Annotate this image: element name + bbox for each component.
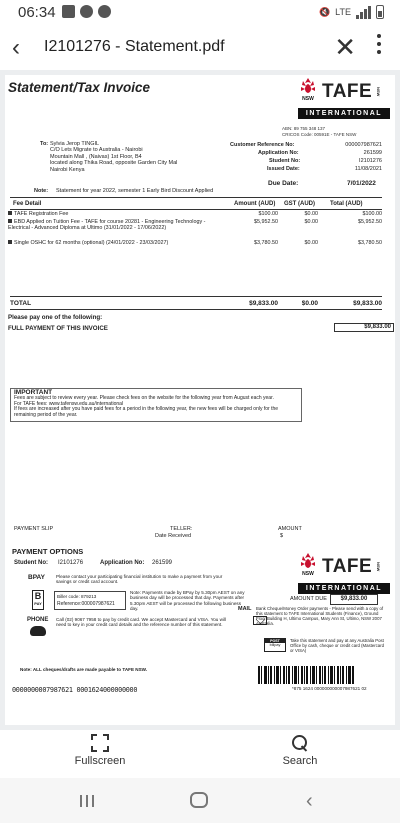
mail-label: MAIL xyxy=(238,606,252,612)
divider xyxy=(10,197,382,198)
abn-line: ABN: 89 755 348 137 xyxy=(282,126,326,131)
full-payment-label: FULL PAYMENT OF THIS INVOICE xyxy=(8,325,108,332)
document-title: I2101276 - Statement.pdf xyxy=(44,38,225,55)
divider xyxy=(10,209,382,210)
bpay-text: Please contact your participating financial institution to make a payment from your savings or credit card account. xyxy=(56,574,223,585)
statement-title: Statement/Tax Invoice xyxy=(8,80,151,95)
nav-back-icon[interactable]: ‹ xyxy=(306,790,313,812)
po-application-label: Application No: xyxy=(100,560,145,566)
battery-icon xyxy=(376,5,384,19)
home-icon[interactable] xyxy=(190,792,208,808)
address-line: Nairobi Kenya xyxy=(50,166,85,173)
phone-text: Call (02) 9067 7958 to pay by credit card. We accept Mastercard and VISA. You will need to key in your credit card details and the reference number of this statement. xyxy=(56,617,226,628)
ref-row: Application No: 261599 xyxy=(258,150,382,156)
international-banner: INTERNATIONAL xyxy=(298,108,390,119)
fee-table xyxy=(8,211,382,248)
gallery-icon xyxy=(62,5,75,18)
po-student-value: I2101276 xyxy=(58,560,84,566)
total-gst: $0.00 xyxy=(301,300,318,307)
important-line: Fees are subject to review every year. Please check fees on the website for the following year from August each year. xyxy=(14,394,274,401)
slip-dollar: $ xyxy=(280,533,284,539)
important-line: For TAFE fees: www.tafensw.edu.au/international xyxy=(14,400,124,407)
search-icon xyxy=(291,734,309,752)
reference-grid xyxy=(212,142,382,174)
bpay-label: BPAY xyxy=(28,574,45,581)
divider xyxy=(10,296,382,297)
app-bar xyxy=(0,28,400,68)
tafe-logo xyxy=(298,77,390,119)
total-label: TOTAL xyxy=(10,300,32,307)
address-line: Sylvia Jerop TINGIL xyxy=(50,141,100,147)
divider xyxy=(10,309,382,310)
important-notice xyxy=(10,388,302,422)
po-application-value: 261599 xyxy=(152,560,173,566)
mute-icon: 🔇 xyxy=(318,6,331,17)
important-line: If fees are increased after you have paid fees for a period in the following year, the new fees will be charged only for the remaining period of the year. xyxy=(14,406,279,419)
australia-post-billpay-icon: POST billpay xyxy=(264,638,286,652)
messenger-icon xyxy=(98,5,111,18)
network-type: LTE xyxy=(335,7,351,17)
signal-icon xyxy=(356,6,371,19)
bottom-toolbar xyxy=(0,730,400,778)
teller-label: TELLER: xyxy=(170,526,193,532)
important-title: IMPORTANT xyxy=(14,389,53,396)
international-banner: INTERNATIONAL xyxy=(298,583,390,594)
search-label: Search xyxy=(282,755,318,767)
table-row: TAFE Registration Fee $100.00 $0.00 $100.00 xyxy=(8,211,382,218)
biller-code: Biller code: 879213 xyxy=(57,594,97,599)
status-bar xyxy=(0,0,400,28)
system-nav-bar xyxy=(0,778,400,823)
total-total: $9,833.00 xyxy=(353,300,382,307)
fullscreen-label: Fullscreen xyxy=(74,755,126,767)
payment-slip-label: PAYMENT SLIP xyxy=(14,526,54,532)
status-time: 06:34 xyxy=(18,4,56,21)
post-text: Take this statement and pay at any Australia Post Office by cash, cheque or credit card (Mastercard or VISA) xyxy=(290,638,385,653)
pay-one-heading: Please pay one of the following: xyxy=(8,314,103,321)
recent-apps-icon[interactable] xyxy=(80,795,94,807)
slip-amount-label: AMOUNT xyxy=(278,526,302,532)
abn-block xyxy=(282,126,356,137)
col-total: Total (AUD) xyxy=(330,201,363,207)
biller-reference: Reference:000007987621 xyxy=(57,601,115,607)
nsw-waratah-icon xyxy=(298,77,318,106)
col-amount: Amount (AUD) xyxy=(234,201,276,207)
back-arrow-icon[interactable]: ‹ xyxy=(12,34,20,61)
ref-row: Customer Reference No: 000007987621 xyxy=(230,142,382,148)
address-line: C/O Lets Migrate to Australia - Nairobi xyxy=(50,147,143,154)
barcode xyxy=(258,666,382,684)
address-line: located along Thika Road, opposite Garden City Mal xyxy=(50,160,178,167)
total-amount: $9,833.00 xyxy=(249,300,278,307)
note-label: Note: xyxy=(34,188,49,194)
fullscreen-icon xyxy=(91,734,109,752)
tafe-logo-slip xyxy=(298,552,390,594)
more-options-icon[interactable] xyxy=(376,34,382,58)
mail-text: Bank Cheque/Money Order payments - Please send with a copy of this statement to TAFE International Students (Finance), Ground Floor Building H, Ultimo Campus, Mary Ann St, Ultimo, NSW 2007 Australia. xyxy=(256,606,384,626)
full-payment-value: $9,833.00 xyxy=(334,323,394,332)
note-text: Statement for year 2022, semester 1 Early Bird Discount Applied xyxy=(56,188,214,194)
bpay-icon: B PAY xyxy=(32,590,44,610)
close-icon[interactable]: ✕ xyxy=(334,32,356,62)
due-date-label: Due Date: xyxy=(268,180,299,187)
to-label: To: xyxy=(40,141,49,147)
due-date-value: 7/01/2022 xyxy=(347,180,376,187)
address-line: Mountain Mall , (Naivas) 1st Floor, B4 xyxy=(50,153,142,160)
table-row: Single OSHC for 62 months (optional) (24/01/2022 - 23/03/2027) $3,780.50 $0.00 $3,780.50 xyxy=(8,240,382,247)
svg-text:NSW: NSW xyxy=(302,571,314,576)
phone-icon xyxy=(30,626,46,636)
fee-table-header xyxy=(8,201,382,209)
notification-icons xyxy=(62,5,111,18)
mail-icon xyxy=(253,616,267,625)
col-fee-detail: Fee Detail xyxy=(13,201,42,207)
col-gst: GST (AUD) xyxy=(284,201,315,207)
svg-text:NSW: NSW xyxy=(302,96,314,101)
whatsapp-icon xyxy=(80,5,93,18)
tafe-wordmark: TAFE xyxy=(322,80,373,102)
nsw-vertical: NSW xyxy=(376,86,382,97)
bpay-note: Note: Payments made by BPay by 5.30pm AEST on any business day will be processed that day. Payments after 5.30pm AEST will be processed the following business day. xyxy=(130,590,245,612)
barcode-text: *875 1624 000000000007987621 02 xyxy=(292,686,367,691)
tafe-wordmark: TAFE xyxy=(322,555,373,577)
ref-row: Issued Date: 11/08/2021 xyxy=(267,166,382,172)
cricos-line: CRICOS Code: 00591E - TAFE NSW xyxy=(282,131,357,137)
po-student-label: Student No: xyxy=(14,560,48,566)
payment-options-title: PAYMENT OPTIONS xyxy=(12,547,84,556)
ref-row: Student No: I2101276 xyxy=(269,158,382,164)
cheques-note: Note: ALL cheques/drafts are made payable to TAFE NSW. xyxy=(20,667,148,672)
date-received-label: Date Received xyxy=(155,533,192,539)
amount-due-label: AMOUNT DUE xyxy=(290,596,327,602)
address-block xyxy=(50,141,177,173)
amount-due-value: $9,833.00 xyxy=(330,594,378,605)
search-button[interactable] xyxy=(250,734,350,767)
ocr-line: 0000000007987621 0001624000000000 xyxy=(12,686,138,694)
biller-box xyxy=(54,591,126,610)
system-icons xyxy=(319,5,384,19)
phone-label: PHONE xyxy=(27,617,49,623)
fullscreen-button[interactable] xyxy=(50,734,150,767)
nsw-waratah-icon xyxy=(298,552,318,581)
nsw-vertical: NSW xyxy=(376,561,382,572)
table-row: EBD Applied on Tuition Fee - TAFE for course 20281 - Engineering Technology - Electrical - Advanced Diploma at Ultimo (31/01/2022 - 17/06/2022) $5,952.50 $0.00 $5,952.50 xyxy=(8,219,382,232)
